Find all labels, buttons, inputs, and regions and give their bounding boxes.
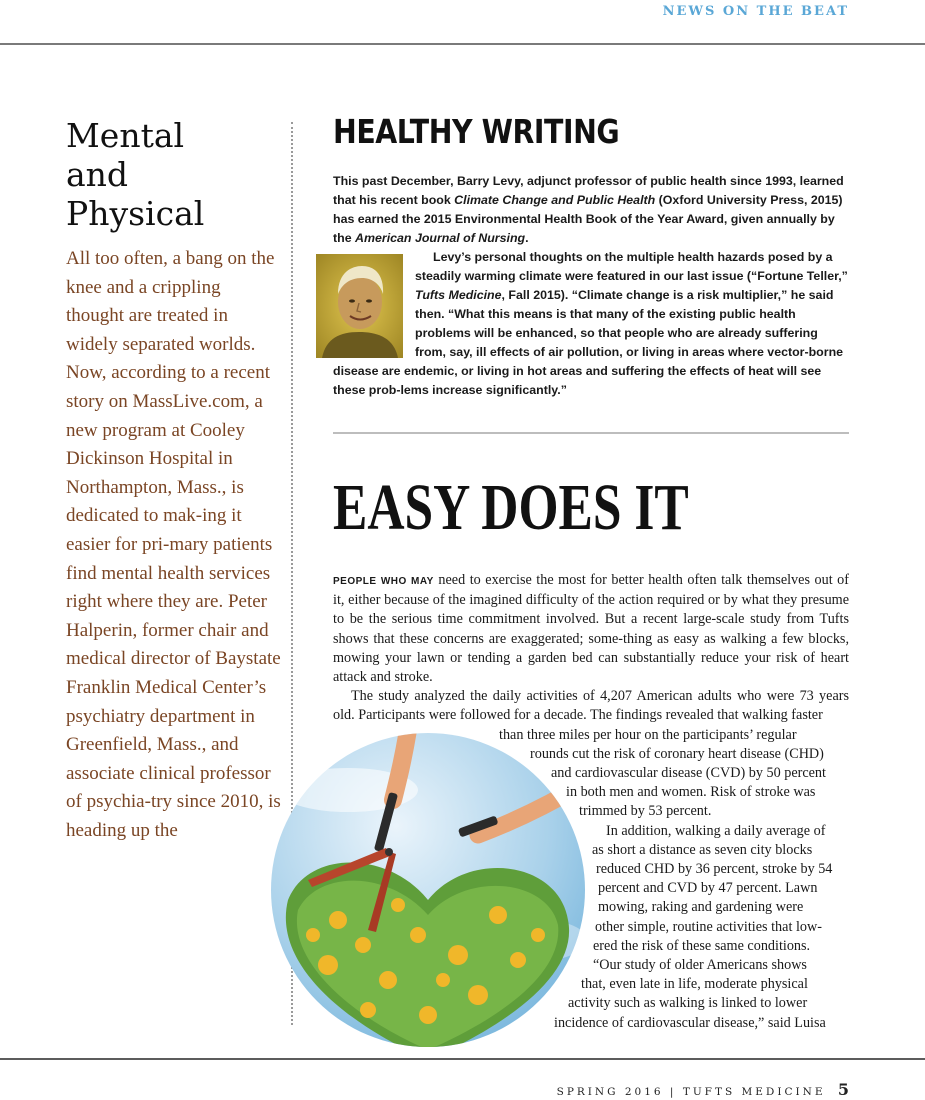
wrapped-line: incidence of cardiovascular disease,” said Luisa [554,1014,826,1031]
barry-levy-portrait [316,254,403,358]
healthy-writing-paragraph: This past December, Barry Levy, adjunct professor of public health since 1993, learned that his recent book Climate Change and Public Health (Oxford University Press, 2015) has earned the 2015 Environmental Health Book of the Year Award, given annually by the American Journal of Nursing. [333,174,844,245]
top-divider [0,43,925,45]
footer-publication: TUFTS MEDICINE [682,1086,826,1098]
section-header: NEWS ON THE BEAT [662,4,849,19]
sidebar-column [66,116,281,845]
healthy-writing-body [333,172,851,400]
wrapped-line: activity such as walking is linked to lower [568,995,808,1012]
magazine-title: Tufts Medicine [415,288,502,302]
article-divider [333,432,849,434]
wrapped-line: in both men and women. Risk of stroke was [566,784,816,801]
wrapped-line: ered the risk of these same conditions. [593,937,811,954]
lead-in: PEOPLE WHO MAY [333,576,434,587]
easy-does-it-paragraph: The study analyzed the daily activities of 4,207 American adults who were 73 years old. Participants were followed for a decade. The findings revealed that walking faster [333,688,849,724]
healthy-writing-paragraph: Levy’s personal thoughts on the multiple health hazards posed by a steadily warming climate were featured in our last issue (“Fortune Teller,” Tufts Medicine, Fall 2015). “Climate change is a risk multiplier,” he said then. “What this means is that many of the existing public health problems will be enhanced, so that people who are already suffering from, say, ill effects of air pollution, or living in areas where vector-borne disease are endemic, or living in hot areas and suffering the effects of heat will see these prob-lems increase significantly.” [333,250,848,397]
wrapped-line: that, even late in life, moderate physical [581,976,808,993]
wrapped-line: reduced CHD by 36 percent, stroke by 54 [596,861,833,878]
book-title: Climate Change and Public Health [454,193,656,207]
sidebar-title [66,116,281,233]
page-footer [557,1080,849,1099]
sidebar-title-line: Mental [66,116,185,155]
journal-title: American Journal of Nursing [355,231,526,245]
wrapped-line: trimmed by 53 percent. [579,803,712,820]
wrapped-line: mowing, raking and gardening were [598,899,804,916]
wrapped-line: In addition, walking a daily average of [606,822,826,839]
easy-does-it-body [333,571,849,1033]
page-number: 5 [837,1080,849,1099]
wrapped-line: other simple, routine activities that low- [595,918,822,935]
wrapped-line: as short a distance as seven city blocks [592,841,813,858]
bottom-divider [0,1058,925,1060]
easy-does-it-paragraph: PEOPLE WHO MAY need to exercise the most for better health often talk themselves out of it, either because of the imagined difficulty of the action required or by what they presume to be the serious time commitment involved. But a recent large-scale study from Tufts shows that these concerns are exaggerated; some-thing as easy as walking a few blocks, mowing your lawn or tending a garden bed can substantially reduce your risk of heart attack and stroke. [333,572,849,686]
wrapped-line: than three miles per hour on the participants’ regular [499,726,797,743]
wrapped-line: and cardiovascular disease (CVD) by 50 percent [551,765,826,782]
wrapped-line: rounds cut the risk of coronary heart disease (CHD) [530,745,824,762]
sidebar-title-line: Physical [66,194,205,233]
sidebar-title-line: and [66,155,129,194]
healthy-writing-title: HEALTHY WRITING [333,112,620,151]
easy-does-it-title: EASY DOES IT [333,471,689,544]
sidebar-body: All too often, a bang on the knee and a crippling thought are treated in widely separated worlds. Now, according to a recent story on MassLive.com, a new program at Cooley Dickinson Hospital in Northampton, Mass., is dedicated to mak-ing it easier for pri-mary patients find mental health services right where they are. Peter Halperin, former chair and medical director of Baystate Franklin Medical Center’s psychiatry department in Greenfield, Mass., and associate clinical professor of psychia-try since 2010, is heading up the [66,248,281,841]
footer-issue: SPRING 2016 [556,1086,664,1098]
wrapped-line: percent and CVD by 47 percent. Lawn [598,880,818,897]
wrapped-line: “Our study of older Americans shows [593,957,807,974]
footer-separator: | [669,1086,677,1098]
